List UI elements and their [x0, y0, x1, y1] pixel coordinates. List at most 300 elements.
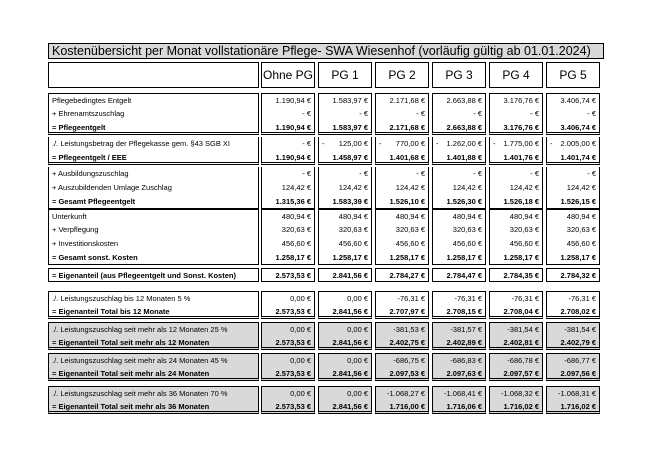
table-cell — [432, 336, 486, 350]
cell-value: 3.406,74 € — [560, 123, 596, 132]
cell-value: 0,00 € — [290, 356, 311, 365]
row-label: = Eigenanteil (aus Pflegeentgelt und Sonst. Kosten) — [48, 268, 259, 282]
cell-value: 1.526,18 € — [503, 197, 539, 206]
column-header-ohne-pg: Ohne PG — [261, 62, 315, 88]
cell-value: 320,63 € — [566, 225, 596, 234]
table-row — [48, 151, 604, 165]
cell-value: 1.190,94 € — [275, 153, 311, 162]
table-row — [48, 268, 604, 282]
cell-value: 1.190,94 € — [275, 123, 311, 132]
table-row — [48, 237, 604, 251]
table-cell — [432, 305, 486, 319]
cell-value: 0,00 € — [290, 294, 311, 303]
table-row — [48, 137, 604, 151]
table-cell — [318, 151, 372, 165]
table-cell — [261, 209, 315, 223]
table-row — [48, 107, 604, 121]
column-header-pg5: PG 5 — [546, 62, 600, 88]
cell-value: 1.583,97 € — [332, 96, 368, 105]
table-cell — [375, 386, 429, 400]
cell-value: 2.402,89 € — [446, 338, 482, 347]
cell-value: 1.716,06 € — [446, 402, 482, 411]
column-header-row — [48, 62, 604, 88]
cell-value: 320,63 € — [338, 225, 368, 234]
row-label: Unterkunft — [48, 209, 259, 223]
table-cell — [318, 195, 372, 209]
cell-value: 2.171,68 € — [389, 123, 425, 132]
table-row — [48, 305, 604, 319]
cell-value: 1.258,17 € — [275, 253, 311, 262]
table-cell — [261, 336, 315, 350]
table-cell — [375, 93, 429, 107]
table-cell — [432, 400, 486, 414]
cell-value: - € — [416, 169, 425, 178]
cell-value: 1.401,76 € — [503, 153, 539, 162]
table-cell — [318, 353, 372, 367]
table-cell — [432, 137, 486, 151]
cell-value: -1.068,27 € — [387, 389, 425, 398]
table-cell — [375, 195, 429, 209]
table-cell — [375, 167, 429, 181]
table-row — [48, 195, 604, 209]
cell-value: -1.068,41 € — [444, 389, 482, 398]
cell-value: 320,63 € — [281, 225, 311, 234]
table-cell — [261, 167, 315, 181]
cell-value: 0,00 € — [347, 325, 368, 334]
cell-value: 1.258,17 € — [446, 253, 482, 262]
table-cell — [318, 400, 372, 414]
table-row — [48, 251, 604, 265]
cell-value: 2.707,97 € — [389, 307, 425, 316]
table-cell — [261, 93, 315, 107]
table-cell — [432, 291, 486, 305]
cell-value: 2.171,68 € — [389, 96, 425, 105]
table-cell — [261, 151, 315, 165]
table-row — [48, 336, 604, 350]
cell-value: 0,00 € — [290, 325, 311, 334]
table-cell — [432, 251, 486, 265]
table-cell — [489, 181, 543, 195]
cell-value: - € — [416, 109, 425, 118]
table-cell — [375, 400, 429, 414]
cell-value: -686,77 € — [564, 356, 596, 365]
table-row — [48, 93, 604, 107]
table-cell — [318, 367, 372, 381]
table-cell — [375, 181, 429, 195]
table-cell — [546, 336, 600, 350]
row-label: = Gesamt sonst. Kosten — [48, 251, 259, 265]
cell-value: -76,31 € — [454, 294, 482, 303]
cell-value: -686,78 € — [507, 356, 539, 365]
table-cell — [546, 268, 600, 282]
cell-value: 124,42 € — [566, 183, 596, 192]
cell-value: 2.784,47 € — [446, 271, 482, 280]
row-label: Pflegebedingtes Entgelt — [48, 93, 259, 107]
table-cell — [546, 353, 600, 367]
table-cell — [375, 137, 429, 151]
cell-value: - € — [530, 169, 539, 178]
table-cell — [489, 336, 543, 350]
table-cell — [375, 251, 429, 265]
cell-value: -381,57 € — [450, 325, 482, 334]
table-cell — [489, 195, 543, 209]
table-row — [48, 223, 604, 237]
cell-value: 2.097,53 € — [389, 369, 425, 378]
table-cell — [318, 93, 372, 107]
cell-value: 3.176,76 € — [503, 96, 539, 105]
table-row — [48, 209, 604, 223]
cell-value: 456,60 € — [566, 239, 596, 248]
row-label: = Eigenanteil Total seit mehr als 36 Monaten — [48, 400, 259, 414]
row-label: = Eigenanteil Total seit mehr als 24 Monaten — [48, 367, 259, 381]
cell-value: 1.526,30 € — [446, 197, 482, 206]
cell-sign: - — [379, 139, 382, 148]
row-label: + Investitionskosten — [48, 237, 259, 251]
column-header-pg3: PG 3 — [432, 62, 486, 88]
table-cell — [432, 121, 486, 135]
table-cell — [318, 181, 372, 195]
table-cell — [375, 107, 429, 121]
row-label: + Auszubildenden Umlage Zuschlag — [48, 181, 259, 195]
cell-value: - € — [587, 109, 596, 118]
cell-value: 2.784,35 € — [503, 271, 539, 280]
table-cell — [261, 251, 315, 265]
cell-value: 456,60 € — [395, 239, 425, 248]
row-label: ./. Leistungszuschlag seit mehr als 24 Monaten 45 % — [48, 353, 259, 367]
cell-value: 2.841,56 € — [332, 271, 368, 280]
cell-sign: - — [436, 139, 439, 148]
table-cell — [546, 107, 600, 121]
table-cell — [546, 237, 600, 251]
table-cell — [546, 195, 600, 209]
table-cell — [432, 151, 486, 165]
cell-value: 2.573,53 € — [275, 402, 311, 411]
table-cell — [489, 305, 543, 319]
cell-sign: - — [550, 139, 553, 148]
table-cell — [375, 367, 429, 381]
cell-value: 480,94 € — [509, 212, 539, 221]
cell-value: 124,42 € — [452, 183, 482, 192]
cell-value: 2.097,63 € — [446, 369, 482, 378]
cell-value: 1.258,17 € — [389, 253, 425, 262]
cell-value: 456,60 € — [338, 239, 368, 248]
column-header-blank — [48, 62, 259, 88]
table-cell — [318, 137, 372, 151]
cell-value: -76,31 € — [568, 294, 596, 303]
table-cell — [318, 237, 372, 251]
row-label: = Eigenanteil Total bis 12 Monate — [48, 305, 259, 319]
table-cell — [489, 137, 543, 151]
table-cell — [318, 209, 372, 223]
row-label: = Gesamt Pflegeentgelt — [48, 195, 259, 209]
cell-sign: - — [493, 139, 496, 148]
table-cell — [375, 291, 429, 305]
cell-value: 1.258,17 € — [503, 253, 539, 262]
table-cell — [432, 386, 486, 400]
row-label: ./. Leistungszuschlag bis 12 Monaten 5 % — [48, 291, 259, 305]
table-cell — [489, 223, 543, 237]
cell-value: 456,60 € — [509, 239, 539, 248]
table-cell — [318, 336, 372, 350]
cell-value: 1.716,02 € — [560, 402, 596, 411]
table-cell — [261, 107, 315, 121]
table-row — [48, 167, 604, 181]
row-label: + Verpflegung — [48, 223, 259, 237]
cell-value: 1.401,68 € — [389, 153, 425, 162]
cell-value: 1.526,10 € — [389, 197, 425, 206]
table-cell — [432, 167, 486, 181]
table-cell — [261, 305, 315, 319]
cell-value: 2.097,56 € — [560, 369, 596, 378]
column-header-pg4: PG 4 — [489, 62, 543, 88]
column-header-pg1: PG 1 — [318, 62, 372, 88]
cell-value: 320,63 € — [509, 225, 539, 234]
table-cell — [489, 107, 543, 121]
cell-value: 2.573,53 € — [275, 307, 311, 316]
cell-value: 1.775,00 € — [503, 139, 539, 148]
table-cell — [261, 400, 315, 414]
table-cell — [318, 167, 372, 181]
cell-value: - € — [302, 139, 311, 148]
table-cell — [261, 268, 315, 282]
table-row — [48, 353, 604, 367]
cell-value: 2.784,32 € — [560, 271, 596, 280]
cell-value: 0,00 € — [347, 294, 368, 303]
table-cell — [489, 367, 543, 381]
table-cell — [489, 268, 543, 282]
cell-value: -381,54 € — [507, 325, 539, 334]
cell-value: 1.583,97 € — [332, 123, 368, 132]
cell-value: 480,94 € — [338, 212, 368, 221]
table-cell — [432, 107, 486, 121]
table-cell — [489, 121, 543, 135]
table-row — [48, 291, 604, 305]
table-cell — [546, 167, 600, 181]
table-cell — [375, 223, 429, 237]
cell-value: - € — [359, 109, 368, 118]
cell-value: -686,83 € — [450, 356, 482, 365]
table-cell — [432, 209, 486, 223]
cell-value: 320,63 € — [452, 225, 482, 234]
cell-value: 480,94 € — [452, 212, 482, 221]
table-cell — [489, 209, 543, 223]
cell-value: 1.190,94 € — [275, 96, 311, 105]
table-cell — [318, 121, 372, 135]
cell-value: 456,60 € — [452, 239, 482, 248]
document-title: Kostenübersicht per Monat vollstationäre Pflege- SWA Wiesenhof (vorläufig gültig ab 01.01.2024) — [48, 43, 604, 59]
table-cell — [318, 322, 372, 336]
table-row — [48, 121, 604, 135]
table-cell — [489, 93, 543, 107]
cell-value: 0,00 € — [290, 389, 311, 398]
table-cell — [375, 121, 429, 135]
row-label: + Ehrenamtszuschlag — [48, 107, 259, 121]
cell-value: 1.262,00 € — [446, 139, 482, 148]
table-cell — [261, 223, 315, 237]
cell-sign: - — [322, 139, 325, 148]
table-cell — [261, 137, 315, 151]
cell-value: 1.258,17 € — [560, 253, 596, 262]
table-cell — [432, 268, 486, 282]
table-row — [48, 400, 604, 414]
cell-value: -381,54 € — [564, 325, 596, 334]
cell-value: 2.402,75 € — [389, 338, 425, 347]
table-cell — [546, 291, 600, 305]
table-cell — [489, 167, 543, 181]
row-label: = Pflegeentgelt / EEE — [48, 151, 259, 165]
table-cell — [489, 386, 543, 400]
table-cell — [546, 386, 600, 400]
table-cell — [546, 93, 600, 107]
table-cell — [375, 353, 429, 367]
cell-value: 456,60 € — [281, 239, 311, 248]
table-cell — [261, 386, 315, 400]
cell-value: 480,94 € — [566, 212, 596, 221]
row-label: ./. Leistungsbetrag der Pflegekasse gem. §43 SGB XI — [48, 137, 259, 151]
cell-value: 1.315,36 € — [275, 197, 311, 206]
table-row — [48, 386, 604, 400]
table-cell — [546, 151, 600, 165]
cell-value: 1.716,00 € — [389, 402, 425, 411]
table-cell — [375, 322, 429, 336]
cell-value: 0,00 € — [347, 389, 368, 398]
cell-value: -1.068,31 € — [558, 389, 596, 398]
table-cell — [432, 322, 486, 336]
table-cell — [432, 93, 486, 107]
cell-value: - € — [530, 109, 539, 118]
table-cell — [546, 251, 600, 265]
table-cell — [318, 107, 372, 121]
cell-value: 2.841,56 € — [332, 402, 368, 411]
cell-value: - € — [587, 169, 596, 178]
cell-value: 1.526,15 € — [560, 197, 596, 206]
cell-value: 480,94 € — [281, 212, 311, 221]
cell-value: 2.663,88 € — [446, 123, 482, 132]
row-label: = Pflegeentgelt — [48, 121, 259, 135]
table-cell — [546, 209, 600, 223]
table-cell — [546, 322, 600, 336]
table-cell — [546, 305, 600, 319]
cell-value: 124,42 € — [338, 183, 368, 192]
table-cell — [546, 400, 600, 414]
table-cell — [261, 121, 315, 135]
cell-value: 2.708,02 € — [560, 307, 596, 316]
table-cell — [261, 195, 315, 209]
table-cell — [432, 237, 486, 251]
table-row — [48, 367, 604, 381]
table-cell — [432, 367, 486, 381]
table-cell — [489, 151, 543, 165]
cell-value: 2.841,56 € — [332, 307, 368, 316]
cell-value: 124,42 € — [395, 183, 425, 192]
table-cell — [546, 367, 600, 381]
table-cell — [489, 400, 543, 414]
table-cell — [375, 209, 429, 223]
cell-value: -381,53 € — [393, 325, 425, 334]
table-cell — [375, 237, 429, 251]
table-cell — [432, 223, 486, 237]
cell-value: -76,31 € — [511, 294, 539, 303]
table-cell — [261, 353, 315, 367]
table-cell — [261, 291, 315, 305]
table-cell — [261, 367, 315, 381]
cell-value: -76,31 € — [397, 294, 425, 303]
table-cell — [375, 336, 429, 350]
cell-value: - € — [473, 109, 482, 118]
cell-value: 320,63 € — [395, 225, 425, 234]
cell-value: - € — [473, 169, 482, 178]
cell-value: 2.402,79 € — [560, 338, 596, 347]
table-cell — [546, 223, 600, 237]
cell-value: 124,42 € — [509, 183, 539, 192]
cell-value: -1.068,32 € — [501, 389, 539, 398]
cell-value: 2.708,04 € — [503, 307, 539, 316]
cell-value: 480,94 € — [395, 212, 425, 221]
cell-value: 2.573,53 € — [275, 338, 311, 347]
cell-value: 3.406,74 € — [560, 96, 596, 105]
table-cell — [375, 151, 429, 165]
table-cell — [432, 195, 486, 209]
cell-value: 770,00 € — [395, 139, 425, 148]
cell-value: 124,42 € — [281, 183, 311, 192]
cell-value: 3.176,76 € — [503, 123, 539, 132]
table-cell — [318, 291, 372, 305]
table-cell — [489, 251, 543, 265]
cell-value: 2.841,56 € — [332, 338, 368, 347]
cell-value: - € — [359, 169, 368, 178]
cell-value: - € — [302, 109, 311, 118]
table-cell — [318, 268, 372, 282]
table-cell — [489, 353, 543, 367]
cell-value: 2.708,15 € — [446, 307, 482, 316]
row-label: ./. Leistungszuschlag seit mehr als 12 Monaten 25 % — [48, 322, 259, 336]
table-row — [48, 181, 604, 195]
cell-value: 1.458,97 € — [332, 153, 368, 162]
row-label: ./. Leistungszuschlag seit mehr als 36 Monaten 70 % — [48, 386, 259, 400]
cell-value: 2.784,27 € — [389, 271, 425, 280]
table-cell — [261, 322, 315, 336]
cell-value: 1.258,17 € — [332, 253, 368, 262]
cell-value: 2.663,88 € — [446, 96, 482, 105]
cell-value: - € — [302, 169, 311, 178]
table-cell — [318, 305, 372, 319]
row-label: = Eigenanteil Total seit mehr als 12 Monaten — [48, 336, 259, 350]
table-cell — [546, 137, 600, 151]
table-cell — [489, 237, 543, 251]
table-cell — [375, 268, 429, 282]
cell-value: 0,00 € — [347, 356, 368, 365]
table-cell — [375, 305, 429, 319]
cell-value: 2.573,53 € — [275, 271, 311, 280]
cell-value: -686,75 € — [393, 356, 425, 365]
table-cell — [432, 353, 486, 367]
cell-value: 2.573,53 € — [275, 369, 311, 378]
cell-value: 2.097,57 € — [503, 369, 539, 378]
cell-value: 2.005,00 € — [560, 139, 596, 148]
table-cell — [318, 251, 372, 265]
table-cell — [489, 322, 543, 336]
table-row — [48, 322, 604, 336]
cell-value: 1.401,74 € — [560, 153, 596, 162]
row-label: + Ausbildungszuschlag — [48, 167, 259, 181]
cell-value: 1.716,02 € — [503, 402, 539, 411]
cell-value: 1.583,39 € — [332, 197, 368, 206]
table-cell — [318, 386, 372, 400]
cell-value: 1.401,88 € — [446, 153, 482, 162]
cell-value: 125,00 € — [338, 139, 368, 148]
table-cell — [432, 181, 486, 195]
table-cell — [261, 181, 315, 195]
